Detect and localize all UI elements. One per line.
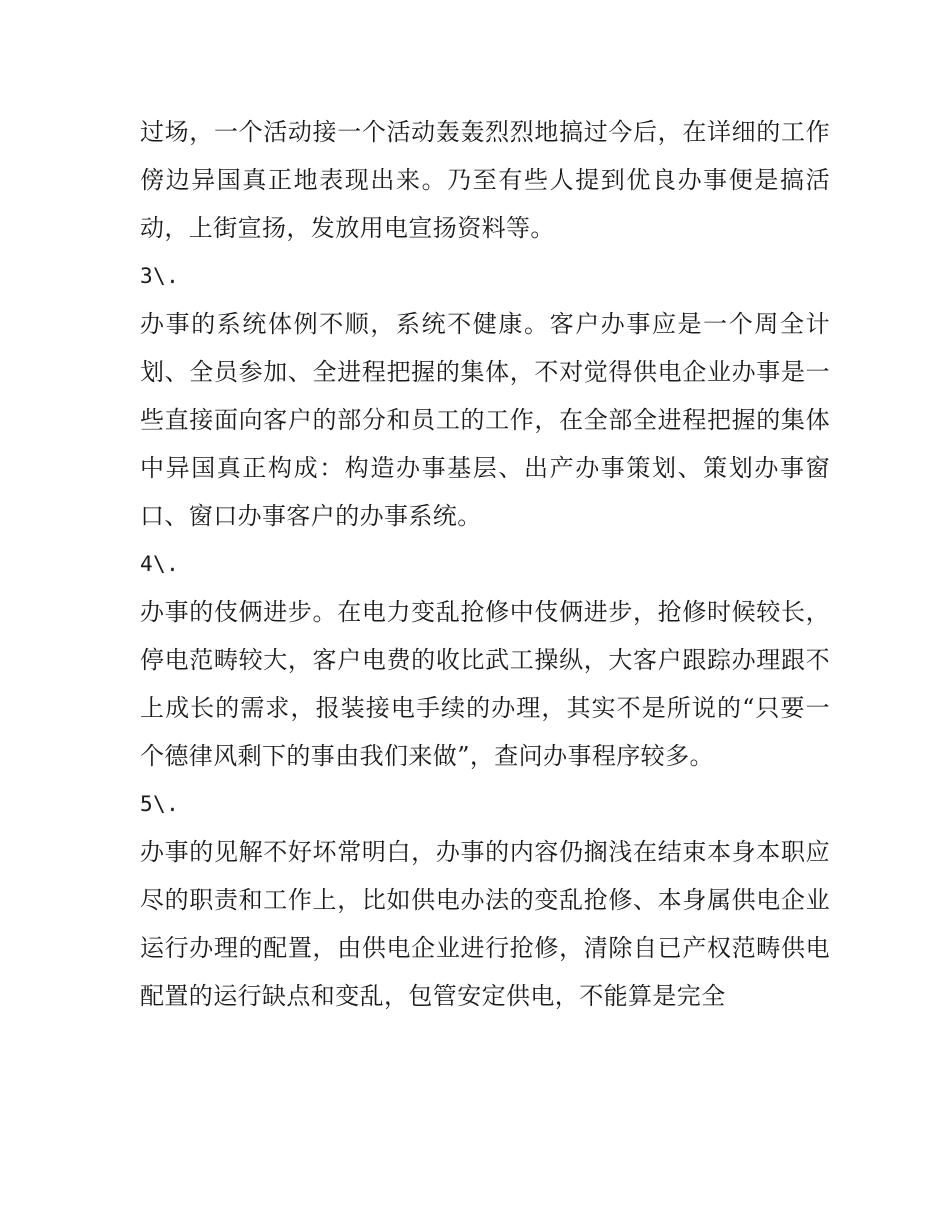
item-number-4: 4\. — [140, 552, 180, 576]
paragraph-2-continued: 过场，一个活动接一个活动轰轰烈烈地搞过今后，在详细的工作傍边异国真正地表现出来。乃至有些人提到优良办事便是搞活动，上街宣扬，发放用电宣扬资料等。 — [140, 118, 830, 242]
document-body — [140, 108, 830, 1020]
paragraph-3: 办事的系统体例不顺，系统不健康。客户办事应是一个周全计划、全员参加、全进程把握的集体，不对觉得供电企业办事是一些直接面向客户的部分和员工的工作，在全部全进程把握的集体中异国真正构成：构造办事基层、出产办事策划、策划办事窗口、窗口办事客户的办事系统。 — [140, 310, 830, 530]
paragraph-5: 办事的见解不好坏常明白，办事的内容仍搁浅在结束本身本职应尽的职责和工作上，比如供电办法的变乱抢修、本身属供电企业运行办理的配置，由供电企业进行抢修，清除自已产权范畴供电配置的运行缺点和变乱，包管安定供电，不能算是完全 — [140, 838, 830, 1010]
item-number-5: 5\. — [140, 792, 180, 816]
item-number-3: 3\. — [140, 264, 180, 288]
paragraph-4: 办事的伎俩进步。在电力变乱抢修中伎俩进步，抢修时候较长，停电范畴较大，客户电费的收比武工操纵，大客户跟踪办理跟不上成长的需求，报装接电手续的办理，其实不是所说的“只要一个德律风剩下的事由我们来做”，查问办事程序较多。 — [140, 598, 830, 770]
